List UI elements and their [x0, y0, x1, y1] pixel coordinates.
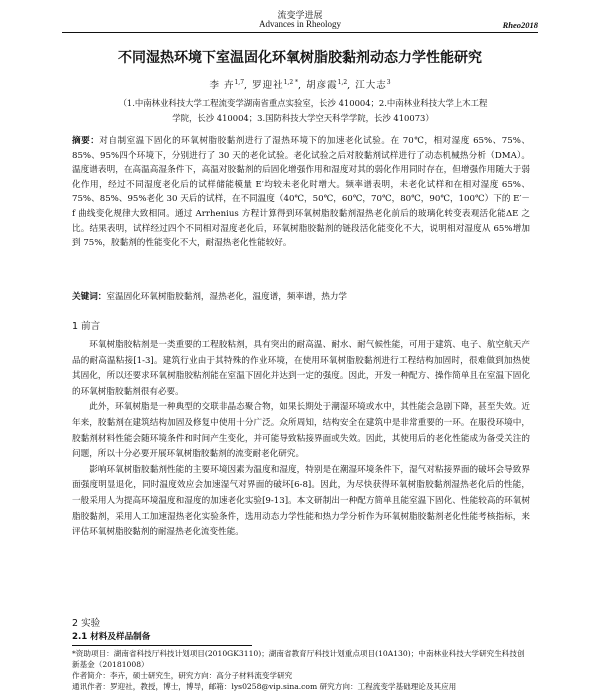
abstract-text: 对自制室温下固化的环氧树脂胶黏剂进行了湿热环境下的加速老化试验。在 70℃，相对湿度 65%、75%、85%、95%四个环境下，分别进行了 30 天的老化试验。老化试验之后对胶黏剂试样进行了动态机械热分析（DMA）。温度谱表明，在高温高湿条件下，高温对胶黏剂的后固化增强作用和湿度对其的弱化作用同时存在，但增强作用随大于弱化作用，经过不同湿度老化后的试样储能模量 E′均较未老化时增大。频率谱表明，未老化试样和在相对湿度 65%、75%、85%、95%老化 30 天后的试样，在不同温度（40℃，50℃，60℃，70℃，80℃，90℃，100℃）下的 E′－f 曲线变化规律大致相同。通过 Arrhenius 方程计算得到环氧树脂胶黏剂湿热老化前后的玻璃化转变表观活化能ΔE 之比。结果表明，试样经过四个不同相对湿度老化后，环氧树脂胶黏剂的链段活化能变化不大，说明相对湿度从 65%增加到 75%，胶黏剂的性能变化不大，耐湿热老化性能较好。: [72, 136, 530, 249]
affiliations: [88, 96, 518, 126]
affiliation-line: 学院，长沙 410004；3.国防科技大学空天科学学院，长沙 410073）: [172, 113, 434, 123]
keywords-text: 室温固化环氧树脂胶黏剂，湿热老化，温度谱，频率谱，热力学: [106, 292, 348, 302]
author: 江大志$^3$: [355, 78, 391, 91]
footnote-corresponding: 通讯作者：罗迎社，教授，博士，博导，邮箱：lys0258@vip.sina.com 研究方向：工程流变学基础理论及其应用: [72, 682, 457, 691]
section-heading-intro: 1 前言: [72, 321, 101, 332]
footnote-rule: [72, 645, 252, 646]
author: 胡彦霞$^{1,2}$: [306, 78, 348, 91]
paragraph: 环氧树脂胶粘剂是一类重要的工程胶粘剂，具有突出的耐高温、耐水、耐气候性能，可用于建筑、电子、航空航天产品的耐高温粘接[1-3]。建筑行业由于其特殊的作业环境，在使用环氧树脂胶黏剂进行工程结构加固时，很难做到加热使其固化，所以还要求环氧树脂胶粘剂能在室温下固化并达到一定的强度。因此，开发一种配方、操作简单且在室温下固化的环氧树脂胶黏剂很有必要。: [72, 340, 530, 397]
keywords-label: 关键词：: [72, 292, 107, 302]
footnotes: [72, 645, 530, 692]
journal-name-cn: 流变学进展: [277, 11, 323, 21]
keywords: [72, 290, 530, 304]
journal-year: Rheo2018: [502, 20, 538, 30]
section-heading-experiment: 2 实验: [72, 618, 101, 629]
author: 李 卉$^{1,7}$: [209, 78, 245, 91]
author-list: 李 卉$^{1,7}$, 罗迎社$^{1,2 *}$, 胡彦霞$^{1,2}$, 江大志$^3$: [209, 78, 391, 91]
footnote-funding: *资助项目：湖南省科技厅科技计划项目(2010GK3110)；湖南省教育厅科技计划重点项目(10A130)；中南林业科技大学研究生科技创新基金（20181008）: [72, 649, 525, 669]
paper-title: 不同湿热环境下室温固化环氧树脂胶黏剂动态力学性能研究: [118, 50, 482, 66]
abstract: [72, 134, 530, 251]
header-rule: [62, 32, 538, 33]
paragraph: 此外，环氧树脂是一种典型的交联非晶态聚合物，如果长期处于潮湿环境或水中，其性能会急剧下降，甚至失效。近年来，胶黏剂在建筑结构加固及修复中使用十分广泛。众所周知，结构安全在建筑中是非常重要的一环。在服役环境中，胶黏剂材料性能会随环境条件和时间产生变化，并可能导致粘接界面或失效。因此，其使用后的老化性能成为备受关注的问题，所以十分必要开展环氧树脂胶黏剂的流变耐老化研究。: [72, 402, 530, 460]
subsection-heading-materials: 2.1 材料及样品制备: [72, 632, 151, 642]
running-header: [62, 6, 538, 42]
paragraph: 影响环氧树脂胶黏剂性能的主要环境因素为温度和湿度，特别是在潮湿环境条件下，湿气对粘接界面的破坏会导致界面强度明显退化，同时温度效应会加速湿气对界面的破坏[6-8]。因此，为尽快获得环氧树脂胶黏剂湿热老化后的性能，一般采用人为提高环境温度和湿度的加速老化实验[9-13]。本文研制出一种配方简单且能室温下固化、性能较高的环氧树脂胶黏剂，采用人工加速湿热老化实验条件，选用动态力学性能和热力学分析作为环氧树脂胶黏剂老化性能考核指标，来评估环氧树脂胶黏剂的耐湿热老化流变性能。: [72, 464, 530, 538]
abstract-label: 摘要：: [72, 136, 100, 146]
footnote-author-bio: 作者简介：李卉，硕士研究生，研究方向：高分子材料流变学研究: [72, 671, 293, 680]
affiliation-line: （1.中南林业科技大学工程流变学湖南省重点实验室，长沙 410004；2.中南林业科技大学上木工程: [118, 98, 488, 108]
intro-body: [72, 338, 530, 541]
author: 罗迎社$^{1,2 *}$: [252, 78, 299, 91]
journal-name-en: Advances in Rheology: [259, 19, 341, 29]
